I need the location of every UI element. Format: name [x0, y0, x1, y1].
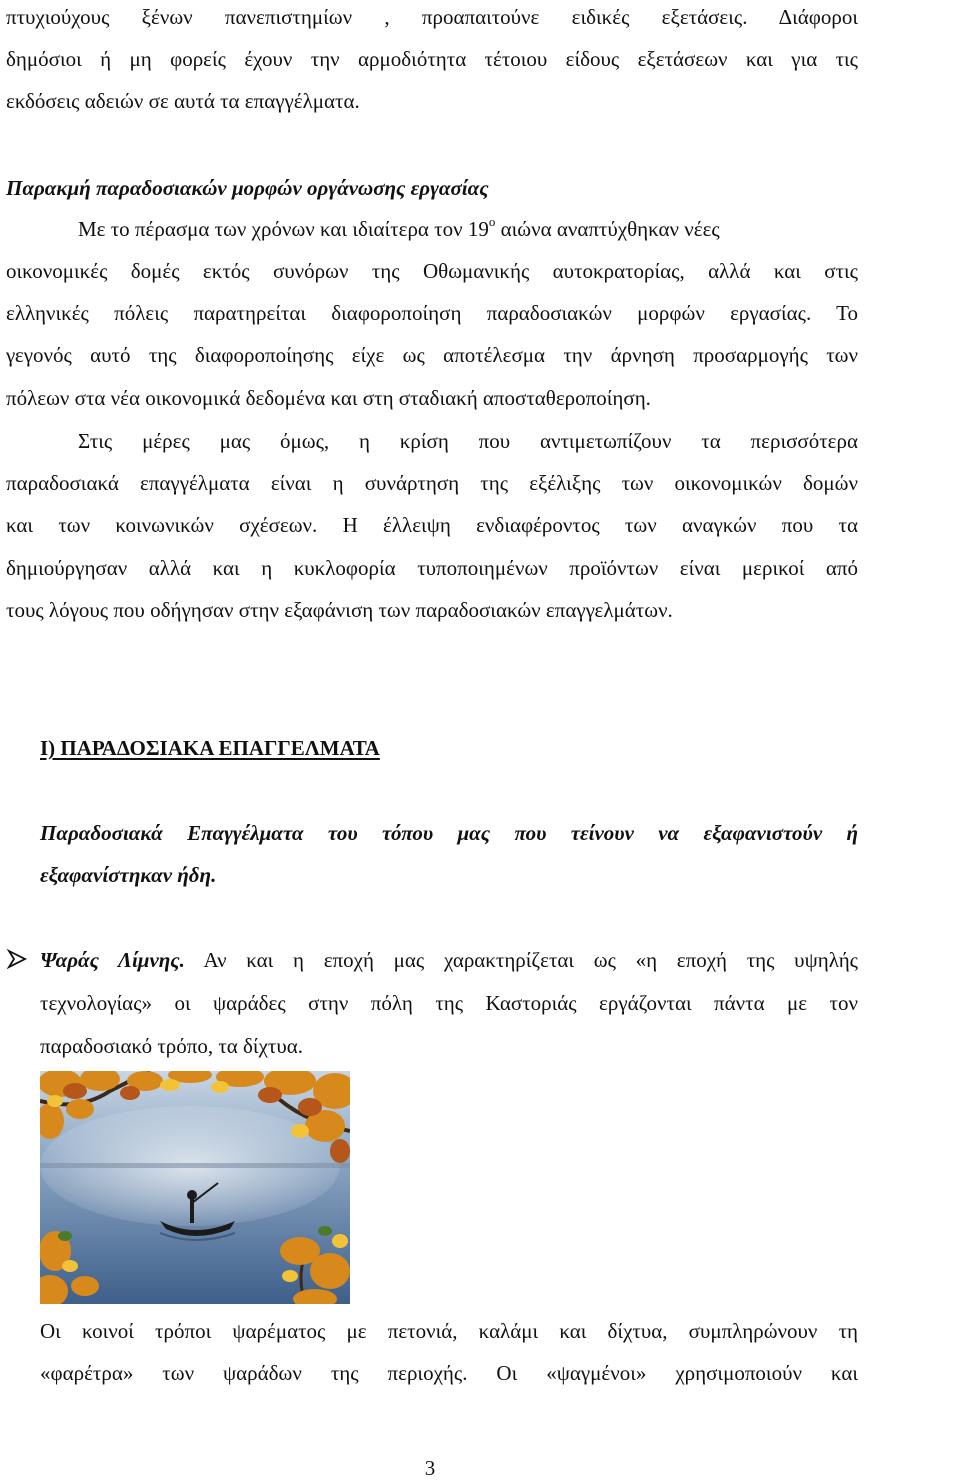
decline-p1-line-1-b: αιώνα αναπτύχθηκαν νέες — [495, 217, 720, 241]
arrow-bullet-icon — [6, 946, 30, 972]
decline-p2-line-3: και των κοινωνικών σχέσεων. Η έλλειψη ενδιαφέροντος των αναγκών που τα — [6, 513, 858, 537]
decline-p1-line-5: πόλεων στα νέα οικονομικά δεδομένα και στη σταδιακή αποσταθεροποίηση. — [6, 386, 651, 410]
fisherman-title: Ψαράς Λίμνης. — [40, 948, 185, 972]
decline-p1-line-2: οικονομικές δομές εκτός συνόρων της Οθωμανικής αυτοκρατορίας, αλλά και στις — [6, 259, 858, 283]
heading-traditional-professions: Ι) ΠΑΡΑΔΟΣΙΑΚΑ ΕΠΑΓΓΕΛΜΑΤΑ — [40, 736, 380, 760]
decline-p2-line-1: Στις μέρες μας όμως, η κρίση που αντιμετωπίζουν τα περισσότερα — [78, 429, 858, 453]
decline-p1-line-1-a: Με το πέρασμα των χρόνων και ιδιαίτερα τον 19 — [78, 217, 489, 241]
decline-p2-line-4: δημιούργησαν αλλά και η κυκλοφορία τυποποιημένων προϊόντων είναι μερικοί από — [6, 556, 858, 580]
decline-p1-line-1 — [78, 216, 720, 242]
fisherman-line-3: παραδοσιακό τρόπο, τα δίχτυα. — [40, 1034, 303, 1058]
fisherman-line-1-rest: Αν και η εποχή μας χαρακτηρίζεται ως «η εποχή της υψηλής — [184, 948, 858, 972]
fisherman-after-photo-line-2: «φαρέτρα» των ψαράδων της περιοχής. Οι «ψαγμένοι» χρησιμοποιούν και — [40, 1361, 858, 1385]
lake-boat-illustration — [40, 1071, 350, 1304]
section-decline-title: Παρακμή παραδοσιακών μορφών οργάνωσης εργασίας — [6, 176, 489, 200]
decline-p1-line-4: γεγονός αυτό της διαφοροποίησης είχε ως αποτέλεσμα την άρνηση προσαρμογής των — [6, 343, 858, 367]
fisherman-line-2: τεχνολογίας» οι ψαράδες στην πόλη της Καστοριάς εργάζονται πάντα με τον — [40, 991, 858, 1015]
top-paragraph-line-1: πτυχιούχους ξένων πανεπιστημίων , προαπαιτούνε ειδικές εξετάσεις. Διάφοροι — [6, 5, 858, 29]
subheading-line-1: Παραδοσιακά Επαγγέλματα του τόπου μας που τείνουν να εξαφανιστούν ή — [40, 821, 858, 845]
page-number: 3 — [424, 1456, 436, 1480]
fisherman-after-photo-line-1: Οι κοινοί τρόποι ψαρέματος με πετονιά, καλάμι και δίχτυα, συμπληρώνουν τη — [40, 1319, 858, 1343]
top-paragraph-line-3: εκδόσεις αδειών σε αυτά τα επαγγέλματα. — [6, 89, 360, 113]
superscript-o: ο — [488, 214, 496, 229]
decline-p2-line-2: παραδοσιακά επαγγέλματα είναι η συνάρτηση της εξέλιξης των οικονομικών δομών — [6, 471, 858, 495]
decline-p2-line-5: τους λόγους που οδήγησαν στην εξαφάνιση των παραδοσιακών επαγγελμάτων. — [6, 598, 673, 622]
subheading-line-2: εξαφανίστηκαν ήδη. — [40, 863, 217, 887]
decline-p1-line-3: ελληνικές πόλεις παρατηρείται διαφοροποίηση παραδοσιακών μορφών εργασίας. Το — [6, 301, 858, 325]
fisherman-line-1 — [40, 947, 858, 973]
top-paragraph-line-2: δημόσιοι ή μη φορείς έχουν την αρμοδιότητα τέτοιου είδους εξετάσεων και για τις — [6, 47, 858, 71]
fisherman-boat-photo — [40, 1071, 350, 1304]
